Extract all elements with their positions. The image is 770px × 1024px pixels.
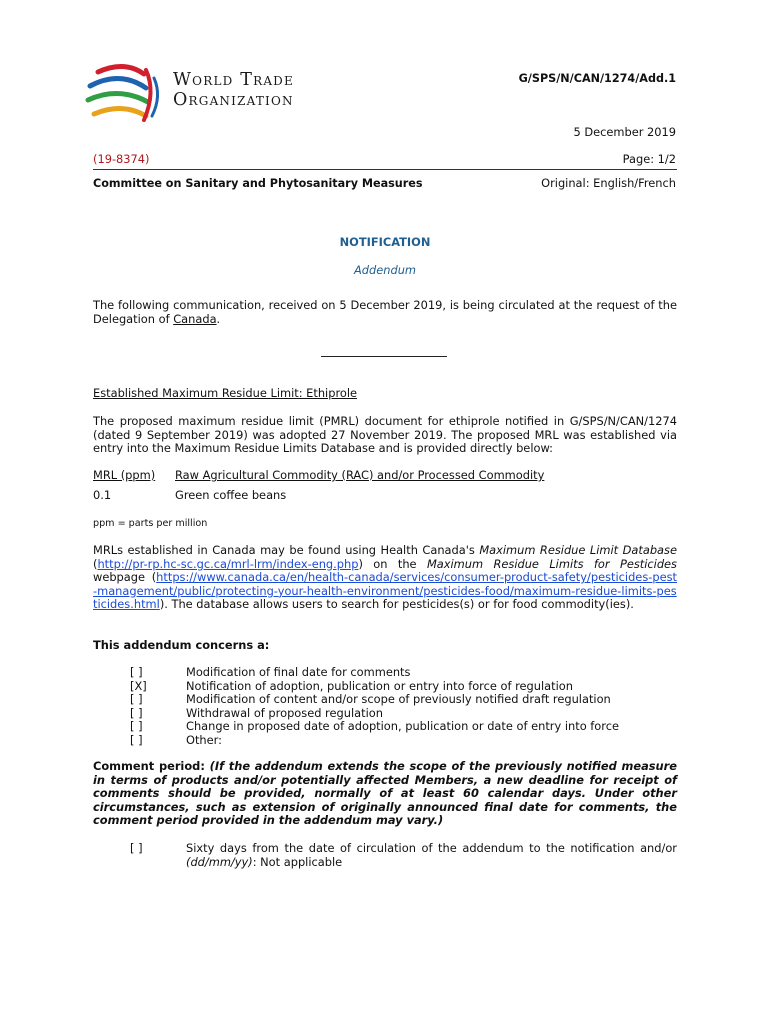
checkbox-other: [ ] [130,733,143,747]
sixty-days-main: Sixty days from the date of circulation of the addendum to the notification and/or [186,841,677,855]
organization-name [173,70,294,110]
reference-number: (19-8374) [93,152,150,166]
comment-period-text: (If the addendum extends the scope of the previously notified measure in terms of products and/or potentially affected Members, a new deadline for receipt of comments should be provided, normally of at least 60 calendar days. Under other circumstances, such as extension of originally announced final date for comments, the comment period provided in the addendum may vary.) [93,759,678,828]
concern-label-other: Other: [186,733,222,747]
mrl-text-3: ) on the [358,556,427,571]
mrl-text-1: MRLs established in Canada may be found using Health Canada's [93,543,480,557]
table-header-mrl: MRL (ppm) [93,468,156,482]
table-cell-commodity: Green coffee beans [175,488,287,502]
mrl-text-2: ( [93,556,98,571]
checkbox-date-change: [ ] [130,719,143,733]
checkbox-withdrawal: [ ] [130,706,143,720]
sixty-days-value: : Not applicable [252,854,343,869]
ppm-note: ppm = parts per million [93,518,208,529]
comment-period-paragraph [93,760,677,828]
section-body: The proposed maximum residue limit (PMRL) document for ethiprole notified in G/SPS/N/CAN/1274 (dated 9 September 2019) was adopted 27 November 2019. The proposed MRL was established via entry into the Maximum Residue Limits Database and is provided directly below: [93,414,677,456]
intro-text: The following communication, received on 5 December 2019, is being circulated at the request of the Delegation of [93,298,677,326]
original-language: Original: English/French [541,176,676,190]
mrl-db-name: Maximum Residue Limit Database [479,543,677,557]
org-name-line1: World Trade [173,70,294,90]
mrl-db-link[interactable]: http://pr-rp.hc-sc.gc.ca/mrl-lrm/index-eng.php [97,556,359,571]
concern-label-adoption: Notification of adoption, publication or entry into force of regulation [186,679,573,693]
intro-end: . [216,311,221,326]
concern-label-date-change: Change in proposed date of adoption, publication or date of entry into force [186,719,619,733]
document-date: 5 December 2019 [573,125,676,139]
intro-paragraph [93,299,677,326]
intro-country: Canada [173,311,217,326]
org-name-line2: Organization [173,90,294,110]
wto-logo-icon [84,58,164,130]
checkbox-adoption: [X] [130,679,147,693]
sixty-days-text [186,842,677,869]
mrl-text-4: webpage ( [93,570,157,585]
mrl-database-paragraph [93,544,677,612]
page-number: Page: 1/2 [622,152,676,166]
addendum-subtitle: Addendum [353,263,417,277]
concern-label-final-date: Modification of final date for comments [186,665,411,679]
mrl-page-name: Maximum Residue Limits for Pesticides [426,556,677,571]
comment-period-label: Comment period: [93,759,210,773]
checkbox-sixty-days: [ ] [130,841,143,855]
committee-name: Committee on Sanitary and Phytosanitary Measures [93,177,423,190]
notification-title: NOTIFICATION [339,235,431,249]
mrl-page-link[interactable]: https://www.canada.ca/en/health-canada/services/consumer-product-safety/pesticides-pest-management/public/protecting-your-health-environment/pesticides-food/maximum-residue-limits-pesticides.html [93,570,677,612]
concern-label-withdrawal: Withdrawal of proposed regulation [186,706,383,720]
checkbox-content-scope: [ ] [130,692,143,706]
section-separator [321,356,447,357]
document-symbol: G/SPS/N/CAN/1274/Add.1 [518,72,676,85]
mrl-text-5: ). The database allows users to search for pesticides(s) or for food commodity(ies). [159,597,634,612]
section-heading: Established Maximum Residue Limit: Ethiprole [93,386,358,400]
checkbox-final-date: [ ] [130,665,143,679]
header-divider [93,169,677,170]
table-cell-mrl: 0.1 [93,488,112,502]
table-header-commodity: Raw Agricultural Commodity (RAC) and/or Processed Commodity [175,468,545,482]
concern-label-content-scope: Modification of content and/or scope of previously notified draft regulation [186,692,611,706]
concerns-heading: This addendum concerns a: [93,638,270,652]
sixty-days-format: (dd/mm/yy) [186,854,253,869]
